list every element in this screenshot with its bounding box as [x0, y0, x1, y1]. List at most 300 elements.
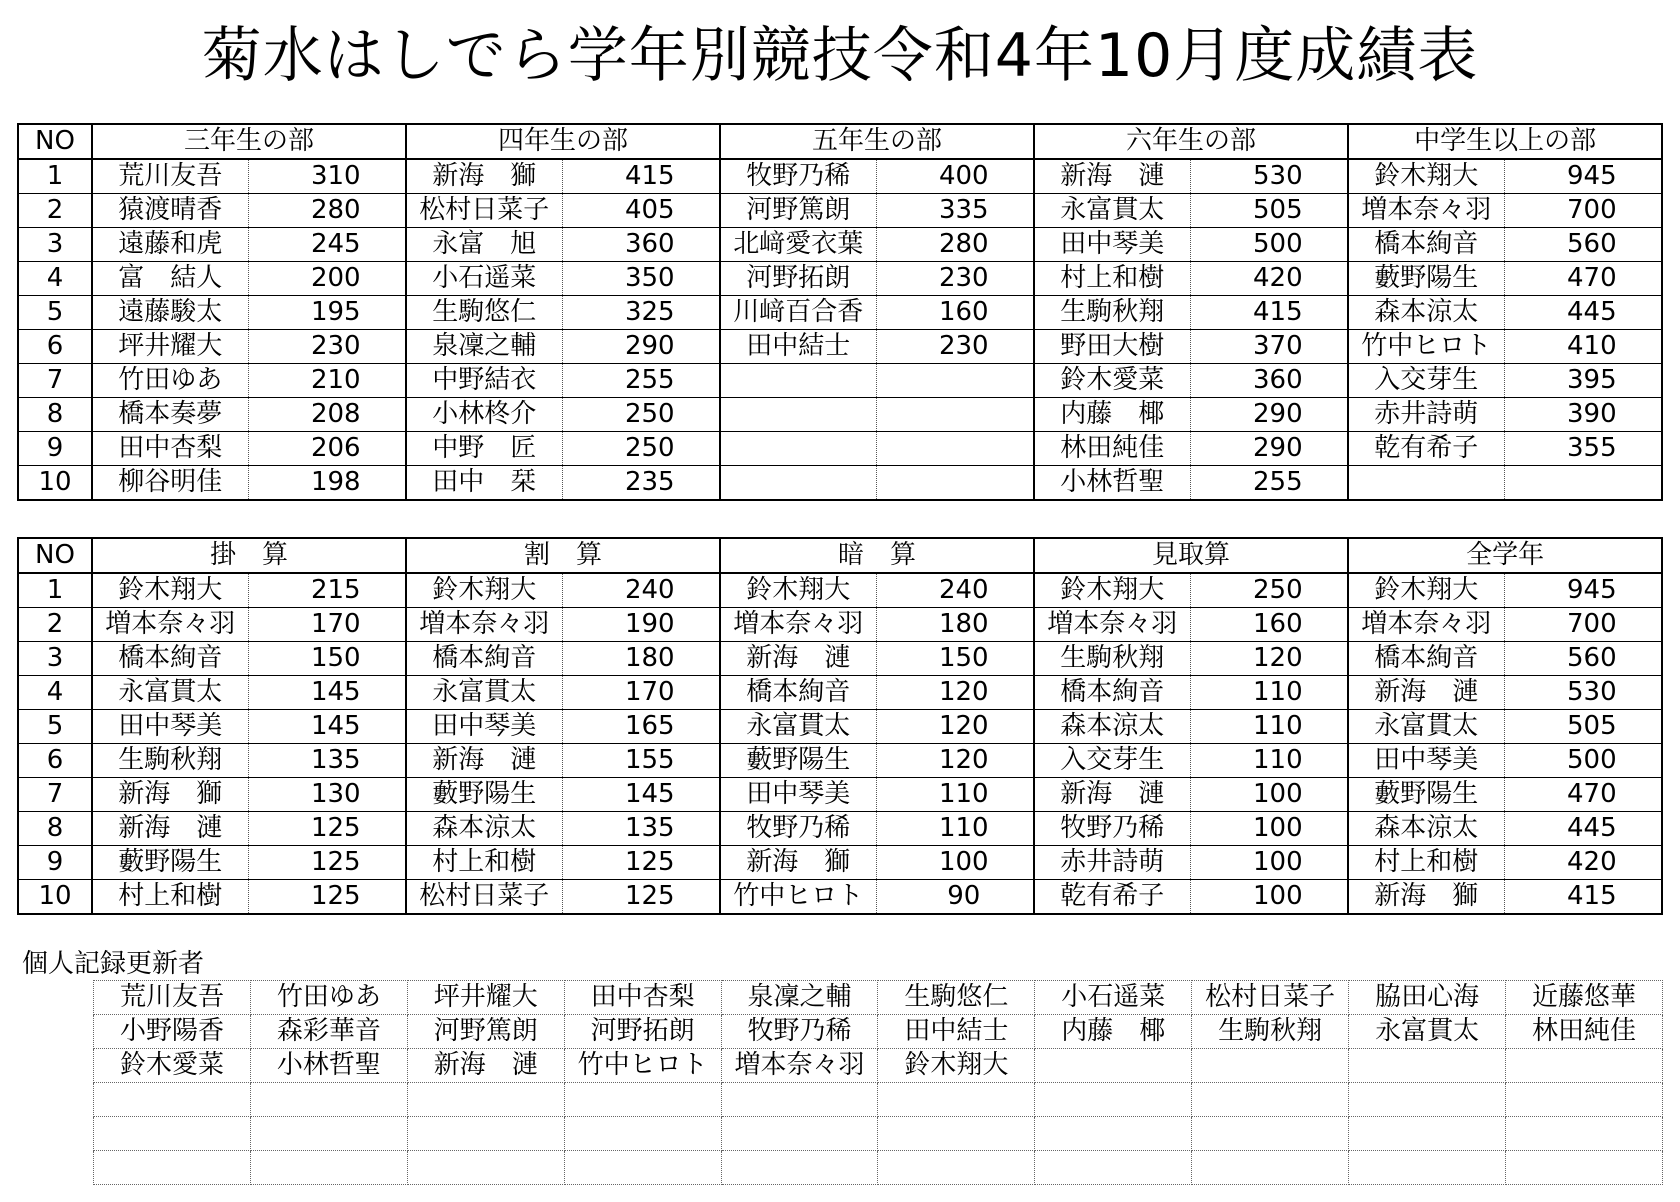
record-name-cell: [1192, 1083, 1349, 1117]
score-cell: 560: [1504, 642, 1662, 676]
name-cell: [720, 432, 876, 466]
score-cell: 135: [562, 812, 720, 846]
name-cell: 富 結人: [92, 262, 248, 296]
records-label: 個人記録更新者: [22, 949, 205, 979]
score-cell: 150: [876, 642, 1034, 676]
name-cell: 生駒秋翔: [1034, 296, 1190, 330]
score-cell: 130: [248, 778, 406, 812]
score-cell: 420: [1190, 262, 1348, 296]
record-name-cell: [1349, 1117, 1506, 1151]
row-number: 2: [18, 608, 92, 642]
row-number: 4: [18, 676, 92, 710]
name-cell: 赤井詩萌: [1348, 398, 1504, 432]
score-cell: 395: [1504, 364, 1662, 398]
record-name-cell: [94, 1117, 251, 1151]
name-cell: 鈴木愛菜: [1034, 364, 1190, 398]
record-name-cell: 坪井耀大: [407, 981, 564, 1015]
score-cell: 120: [1190, 642, 1348, 676]
score-cell: 170: [562, 676, 720, 710]
score-cell: 250: [562, 398, 720, 432]
header-row: [18, 538, 1662, 573]
name-cell: 新海 漣: [1348, 676, 1504, 710]
name-cell: 増本奈々羽: [406, 608, 562, 642]
name-cell: 橋本絢音: [92, 642, 248, 676]
score-cell: 280: [248, 194, 406, 228]
name-cell: 新海 漣: [406, 744, 562, 778]
score-cell: 355: [1504, 432, 1662, 466]
score-cell: 110: [876, 778, 1034, 812]
name-cell: 新海 漣: [1034, 778, 1190, 812]
records-row: [94, 1049, 1663, 1083]
score-cell: 210: [248, 364, 406, 398]
record-name-cell: 河野篤朗: [407, 1015, 564, 1049]
table-row: [18, 398, 1662, 432]
column-header: 暗 算: [720, 538, 1034, 573]
name-cell: 森本涼太: [1348, 296, 1504, 330]
name-cell: 林田純佳: [1034, 432, 1190, 466]
name-cell: 村上和樹: [92, 880, 248, 915]
table-row: [18, 194, 1662, 228]
name-cell: 田中琴美: [1034, 228, 1190, 262]
name-cell: 北﨑愛衣葉: [720, 228, 876, 262]
name-cell: 小林哲聖: [1034, 466, 1190, 501]
record-name-cell: 森彩華音: [250, 1015, 407, 1049]
score-cell: [876, 466, 1034, 501]
score-cell: 250: [562, 432, 720, 466]
name-cell: 田中 栞: [406, 466, 562, 501]
record-name-cell: [1192, 1117, 1349, 1151]
record-name-cell: [1192, 1151, 1349, 1185]
name-cell: 永富貫太: [1348, 710, 1504, 744]
row-number: 4: [18, 262, 92, 296]
score-cell: 700: [1504, 194, 1662, 228]
score-cell: 145: [248, 676, 406, 710]
name-cell: 牧野乃稀: [720, 812, 876, 846]
score-cell: [876, 364, 1034, 398]
records-row: [94, 1117, 1663, 1151]
score-cell: 165: [562, 710, 720, 744]
record-name-cell: 新海 漣: [407, 1049, 564, 1083]
name-cell: 鈴木翔大: [1034, 573, 1190, 608]
row-number: 5: [18, 296, 92, 330]
row-number: 10: [18, 466, 92, 501]
score-cell: 470: [1504, 262, 1662, 296]
column-header: 中学生以上の部: [1348, 124, 1662, 159]
score-cell: 120: [876, 744, 1034, 778]
column-header: 三年生の部: [92, 124, 406, 159]
score-cell: 100: [1190, 778, 1348, 812]
name-cell: 増本奈々羽: [720, 608, 876, 642]
row-number: 9: [18, 432, 92, 466]
name-cell: 坪井耀大: [92, 330, 248, 364]
score-cell: 945: [1504, 573, 1662, 608]
name-cell: 小石遥菜: [406, 262, 562, 296]
records-row: [94, 981, 1663, 1015]
name-cell: 鈴木翔大: [92, 573, 248, 608]
record-name-cell: 河野拓朗: [564, 1015, 721, 1049]
name-cell: 泉凜之輔: [406, 330, 562, 364]
record-name-cell: 田中杏梨: [564, 981, 721, 1015]
record-name-cell: [878, 1083, 1035, 1117]
column-header: 掛 算: [92, 538, 406, 573]
score-cell: 370: [1190, 330, 1348, 364]
name-cell: 藪野陽生: [1348, 262, 1504, 296]
record-name-cell: 荒川友吾: [94, 981, 251, 1015]
score-cell: 135: [248, 744, 406, 778]
record-name-cell: 牧野乃稀: [721, 1015, 878, 1049]
name-cell: 増本奈々羽: [92, 608, 248, 642]
score-cell: 235: [562, 466, 720, 501]
score-cell: 110: [876, 812, 1034, 846]
score-cell: 280: [876, 228, 1034, 262]
record-name-cell: [1349, 1151, 1506, 1185]
score-cell: 160: [1190, 608, 1348, 642]
column-header: 見取算: [1034, 538, 1348, 573]
record-name-cell: 永富貫太: [1349, 1015, 1506, 1049]
row-number: 5: [18, 710, 92, 744]
row-number: 6: [18, 744, 92, 778]
score-cell: 120: [876, 676, 1034, 710]
table-row: [18, 608, 1662, 642]
score-cell: 110: [1190, 744, 1348, 778]
name-cell: 竹田ゆあ: [92, 364, 248, 398]
score-cell: 255: [562, 364, 720, 398]
score-cell: 195: [248, 296, 406, 330]
name-cell: 田中琴美: [1348, 744, 1504, 778]
row-number: 7: [18, 778, 92, 812]
row-number: 3: [18, 642, 92, 676]
name-cell: 河野篤朗: [720, 194, 876, 228]
score-cell: 360: [1190, 364, 1348, 398]
record-name-cell: [1035, 1151, 1192, 1185]
score-cell: 470: [1504, 778, 1662, 812]
record-name-cell: 小石遥菜: [1035, 981, 1192, 1015]
name-cell: 入交芽生: [1348, 364, 1504, 398]
table-row: [18, 364, 1662, 398]
name-cell: 鈴木翔大: [406, 573, 562, 608]
name-cell: [720, 466, 876, 501]
name-cell: 生駒悠仁: [406, 296, 562, 330]
table-row: [18, 466, 1662, 501]
row-number: 1: [18, 573, 92, 608]
record-name-cell: 松村日菜子: [1192, 981, 1349, 1015]
score-cell: 125: [248, 812, 406, 846]
name-cell: 荒川友吾: [92, 159, 248, 194]
row-number: 6: [18, 330, 92, 364]
score-cell: 500: [1190, 228, 1348, 262]
score-cell: 100: [876, 846, 1034, 880]
score-cell: 360: [562, 228, 720, 262]
name-cell: [720, 398, 876, 432]
record-name-cell: [1506, 1117, 1663, 1151]
column-header: 五年生の部: [720, 124, 1034, 159]
record-name-cell: [1035, 1049, 1192, 1083]
name-cell: 中野結衣: [406, 364, 562, 398]
score-cell: 420: [1504, 846, 1662, 880]
column-header: 割 算: [406, 538, 720, 573]
name-cell: 村上和樹: [1348, 846, 1504, 880]
score-cell: 100: [1190, 846, 1348, 880]
score-cell: 530: [1190, 159, 1348, 194]
score-cell: 415: [1190, 296, 1348, 330]
record-name-cell: [1506, 1049, 1663, 1083]
table-row: [18, 296, 1662, 330]
score-cell: [876, 398, 1034, 432]
name-cell: 赤井詩萌: [1034, 846, 1190, 880]
record-name-cell: [1192, 1049, 1349, 1083]
score-cell: 230: [876, 262, 1034, 296]
table-row: [18, 228, 1662, 262]
row-number: 9: [18, 846, 92, 880]
score-cell: 350: [562, 262, 720, 296]
row-number: 7: [18, 364, 92, 398]
record-name-cell: [721, 1151, 878, 1185]
row-number: 8: [18, 398, 92, 432]
score-cell: 230: [248, 330, 406, 364]
name-cell: 永富貫太: [720, 710, 876, 744]
record-name-cell: [250, 1151, 407, 1185]
row-number: 10: [18, 880, 92, 915]
score-cell: 530: [1504, 676, 1662, 710]
table-row: [18, 846, 1662, 880]
name-cell: 河野拓朗: [720, 262, 876, 296]
name-cell: 田中結士: [720, 330, 876, 364]
score-cell: 415: [1504, 880, 1662, 915]
page-title: 菊水はしでら学年別競技令和4年10月度成績表: [201, 21, 1479, 91]
record-name-cell: 竹田ゆあ: [250, 981, 407, 1015]
record-name-cell: [1035, 1083, 1192, 1117]
name-cell: 遠藤駿太: [92, 296, 248, 330]
record-name-cell: [878, 1151, 1035, 1185]
score-cell: 200: [248, 262, 406, 296]
record-name-cell: 内藤 椰: [1035, 1015, 1192, 1049]
record-name-cell: 竹中ヒロト: [564, 1049, 721, 1083]
name-cell: 新海 獅: [720, 846, 876, 880]
table-row: [18, 778, 1662, 812]
record-name-cell: 小林哲聖: [250, 1049, 407, 1083]
score-cell: 90: [876, 880, 1034, 915]
name-cell: 牧野乃稀: [1034, 812, 1190, 846]
score-cell: 500: [1504, 744, 1662, 778]
records-row: [94, 1083, 1663, 1117]
name-cell: 松村日菜子: [406, 880, 562, 915]
name-cell: 田中琴美: [406, 710, 562, 744]
records-row: [94, 1015, 1663, 1049]
score-cell: 198: [248, 466, 406, 501]
name-cell: 橋本絢音: [1348, 228, 1504, 262]
records-row: [94, 1151, 1663, 1185]
score-cell: [1504, 466, 1662, 501]
name-cell: 鈴木翔大: [720, 573, 876, 608]
name-cell: 野田大樹: [1034, 330, 1190, 364]
name-cell: 遠藤和虎: [92, 228, 248, 262]
record-name-cell: [721, 1117, 878, 1151]
name-cell: 乾有希子: [1348, 432, 1504, 466]
name-cell: 永富貫太: [1034, 194, 1190, 228]
name-cell: 増本奈々羽: [1348, 608, 1504, 642]
name-cell: 永富貫太: [406, 676, 562, 710]
name-cell: 川﨑百合香: [720, 296, 876, 330]
name-cell: 森本涼太: [406, 812, 562, 846]
record-name-cell: 鈴木翔大: [878, 1049, 1035, 1083]
row-number: 1: [18, 159, 92, 194]
record-name-cell: [407, 1117, 564, 1151]
table-row: [18, 262, 1662, 296]
event-ranking-table: [17, 537, 1663, 915]
table-row: [18, 880, 1662, 915]
score-cell: 240: [876, 573, 1034, 608]
name-cell: 猿渡晴香: [92, 194, 248, 228]
record-name-cell: [1035, 1117, 1192, 1151]
score-cell: 255: [1190, 466, 1348, 501]
score-cell: 390: [1504, 398, 1662, 432]
name-cell: 小林柊介: [406, 398, 562, 432]
record-name-cell: 鈴木愛菜: [94, 1049, 251, 1083]
name-cell: 鈴木翔大: [1348, 159, 1504, 194]
score-cell: 125: [248, 880, 406, 915]
name-cell: 森本涼太: [1034, 710, 1190, 744]
score-cell: 310: [248, 159, 406, 194]
score-cell: 945: [1504, 159, 1662, 194]
score-cell: 405: [562, 194, 720, 228]
score-cell: 110: [1190, 676, 1348, 710]
name-cell: 村上和樹: [1034, 262, 1190, 296]
score-cell: 215: [248, 573, 406, 608]
record-name-cell: [94, 1151, 251, 1185]
records-table: [93, 980, 1663, 1185]
header-row: [18, 124, 1662, 159]
row-number: 3: [18, 228, 92, 262]
name-cell: 田中琴美: [720, 778, 876, 812]
score-cell: 445: [1504, 296, 1662, 330]
name-cell: 新海 漣: [92, 812, 248, 846]
name-cell: 橋本奏夢: [92, 398, 248, 432]
name-cell: 入交芽生: [1034, 744, 1190, 778]
score-cell: 180: [876, 608, 1034, 642]
score-cell: 100: [1190, 812, 1348, 846]
name-cell: 藪野陽生: [92, 846, 248, 880]
score-cell: 230: [876, 330, 1034, 364]
score-cell: 125: [248, 846, 406, 880]
name-cell: 乾有希子: [1034, 880, 1190, 915]
no-header: NO: [18, 538, 92, 573]
score-cell: 145: [562, 778, 720, 812]
name-cell: 永富 旭: [406, 228, 562, 262]
no-header: NO: [18, 124, 92, 159]
record-name-cell: [564, 1151, 721, 1185]
record-name-cell: 小野陽香: [94, 1015, 251, 1049]
score-cell: 110: [1190, 710, 1348, 744]
score-cell: 155: [562, 744, 720, 778]
table-row: [18, 642, 1662, 676]
name-cell: 橋本絢音: [1034, 676, 1190, 710]
name-cell: 牧野乃稀: [720, 159, 876, 194]
record-name-cell: [1506, 1151, 1663, 1185]
record-name-cell: 田中結士: [878, 1015, 1035, 1049]
score-cell: 150: [248, 642, 406, 676]
score-cell: 170: [248, 608, 406, 642]
score-cell: 335: [876, 194, 1034, 228]
name-cell: 増本奈々羽: [1348, 194, 1504, 228]
record-name-cell: [564, 1117, 721, 1151]
record-name-cell: 泉凜之輔: [721, 981, 878, 1015]
score-cell: 120: [876, 710, 1034, 744]
score-cell: 240: [562, 573, 720, 608]
score-cell: 125: [562, 880, 720, 915]
score-cell: 410: [1504, 330, 1662, 364]
score-cell: 125: [562, 846, 720, 880]
score-cell: 290: [1190, 432, 1348, 466]
record-name-cell: [407, 1083, 564, 1117]
record-name-cell: 林田純佳: [1506, 1015, 1663, 1049]
name-cell: [1348, 466, 1504, 501]
name-cell: 増本奈々羽: [1034, 608, 1190, 642]
grade-ranking-table: [17, 123, 1663, 501]
name-cell: 橋本絢音: [406, 642, 562, 676]
name-cell: 中野 匠: [406, 432, 562, 466]
name-cell: 柳谷明佳: [92, 466, 248, 501]
table-row: [18, 330, 1662, 364]
name-cell: 竹中ヒロト: [720, 880, 876, 915]
record-name-cell: [407, 1151, 564, 1185]
name-cell: 鈴木翔大: [1348, 573, 1504, 608]
name-cell: 竹中ヒロト: [1348, 330, 1504, 364]
name-cell: 永富貫太: [92, 676, 248, 710]
score-cell: 290: [562, 330, 720, 364]
name-cell: 生駒秋翔: [1034, 642, 1190, 676]
score-cell: 190: [562, 608, 720, 642]
record-name-cell: 近藤悠華: [1506, 981, 1663, 1015]
name-cell: 田中琴美: [92, 710, 248, 744]
table-row: [18, 159, 1662, 194]
name-cell: 新海 漣: [1034, 159, 1190, 194]
record-name-cell: 増本奈々羽: [721, 1049, 878, 1083]
name-cell: 橋本絢音: [1348, 642, 1504, 676]
column-header: 六年生の部: [1034, 124, 1348, 159]
row-number: 8: [18, 812, 92, 846]
score-cell: 290: [1190, 398, 1348, 432]
column-header: 全学年: [1348, 538, 1662, 573]
name-cell: 橋本絢音: [720, 676, 876, 710]
score-cell: 415: [562, 159, 720, 194]
score-cell: 180: [562, 642, 720, 676]
record-name-cell: 生駒秋翔: [1192, 1015, 1349, 1049]
row-number: 2: [18, 194, 92, 228]
table-row: [18, 676, 1662, 710]
name-cell: [720, 364, 876, 398]
score-cell: 325: [562, 296, 720, 330]
record-name-cell: 生駒悠仁: [878, 981, 1035, 1015]
score-cell: 445: [1504, 812, 1662, 846]
table-row: [18, 812, 1662, 846]
score-cell: 160: [876, 296, 1034, 330]
name-cell: 松村日菜子: [406, 194, 562, 228]
name-cell: 田中杏梨: [92, 432, 248, 466]
name-cell: 新海 獅: [92, 778, 248, 812]
name-cell: 内藤 椰: [1034, 398, 1190, 432]
score-cell: 100: [1190, 880, 1348, 915]
score-cell: 206: [248, 432, 406, 466]
name-cell: 新海 獅: [1348, 880, 1504, 915]
record-name-cell: [94, 1083, 251, 1117]
score-cell: 560: [1504, 228, 1662, 262]
record-name-cell: [721, 1083, 878, 1117]
table-row: [18, 744, 1662, 778]
score-cell: 700: [1504, 608, 1662, 642]
table-row: [18, 432, 1662, 466]
score-cell: 400: [876, 159, 1034, 194]
name-cell: 村上和樹: [406, 846, 562, 880]
